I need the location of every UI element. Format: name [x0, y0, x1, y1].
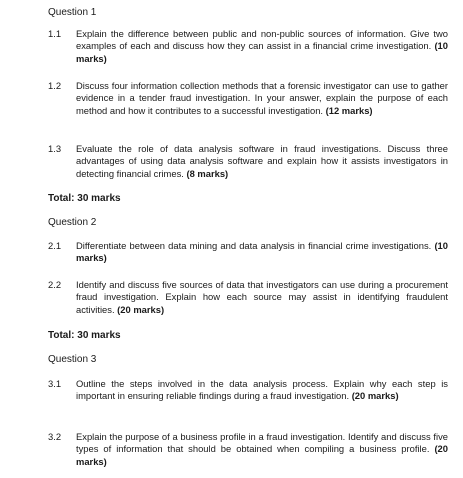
- item-number: 1.2: [48, 80, 62, 91]
- item-marks: (10 marks): [76, 240, 448, 264]
- item-marks: (20 marks): [117, 303, 165, 315]
- question-3-heading: Question 3: [48, 354, 97, 365]
- item-marks: (20 marks): [76, 443, 448, 467]
- item-body: Discuss four information collection methods that a forensic investigator can use to gather evidence in a tender fraud investigation. In your answer, explain the purpose of each method and how it contributes to a successful investigation.: [76, 80, 448, 116]
- item-text: [76, 143, 448, 180]
- item-body: Explain the purpose of a business profile in a fraud investigation. Identify and discuss five types of information that should be obtained when compiling a business profile.: [76, 431, 448, 455]
- item-number: 1.1: [48, 28, 62, 39]
- item-body: Outline the steps involved in the data analysis process. Explain why each step is important in ensuring reliable findings during a fraud investigation.: [76, 378, 448, 402]
- question-item-1-1: [48, 28, 448, 66]
- item-marks: (8 marks): [186, 167, 229, 179]
- item-body: Differentiate between data mining and data analysis in financial crime investigations.: [76, 240, 435, 251]
- item-marks: (10 marks): [76, 40, 448, 64]
- question-2-total: Total: 30 marks: [48, 330, 121, 341]
- question-item-2-1: [48, 240, 448, 266]
- question-2-heading: Question 2: [48, 217, 97, 228]
- question-item-1-2: [48, 80, 448, 130]
- item-marks: (20 marks): [351, 390, 399, 402]
- item-text: [76, 28, 448, 65]
- item-text: [76, 378, 448, 403]
- question-item-2-2: [48, 279, 448, 317]
- item-number: 1.3: [48, 143, 62, 154]
- item-text: [76, 279, 448, 316]
- item-body: Evaluate the role of data analysis software in fraud investigations. Discuss three advantages of using data analysis software and explain how it assists investigators in detecting financial crimes.: [76, 143, 448, 179]
- item-number: 3.1: [48, 378, 62, 389]
- item-text: [76, 431, 448, 468]
- question-1-heading: Question 1: [48, 7, 97, 18]
- item-number: 2.2: [48, 279, 62, 290]
- item-text: [76, 80, 448, 117]
- item-marks: (12 marks): [325, 104, 373, 116]
- question-item-3-1: [48, 378, 448, 416]
- item-body: Identify and discuss five sources of data that investigators can use during a procurement fraud investigation. Explain how each source may assist in identifying fraudulent activities.: [76, 279, 448, 315]
- question-1-total: Total: 30 marks: [48, 193, 121, 204]
- item-number: 2.1: [48, 240, 62, 251]
- item-number: 3.2: [48, 431, 62, 442]
- item-body: Explain the difference between public and non-public sources of information. Give two examples of each and discuss how they can assist in a financial crime investigation.: [76, 28, 448, 52]
- question-item-3-2: [48, 431, 448, 469]
- item-text: [76, 240, 448, 265]
- question-item-1-3: [48, 143, 448, 181]
